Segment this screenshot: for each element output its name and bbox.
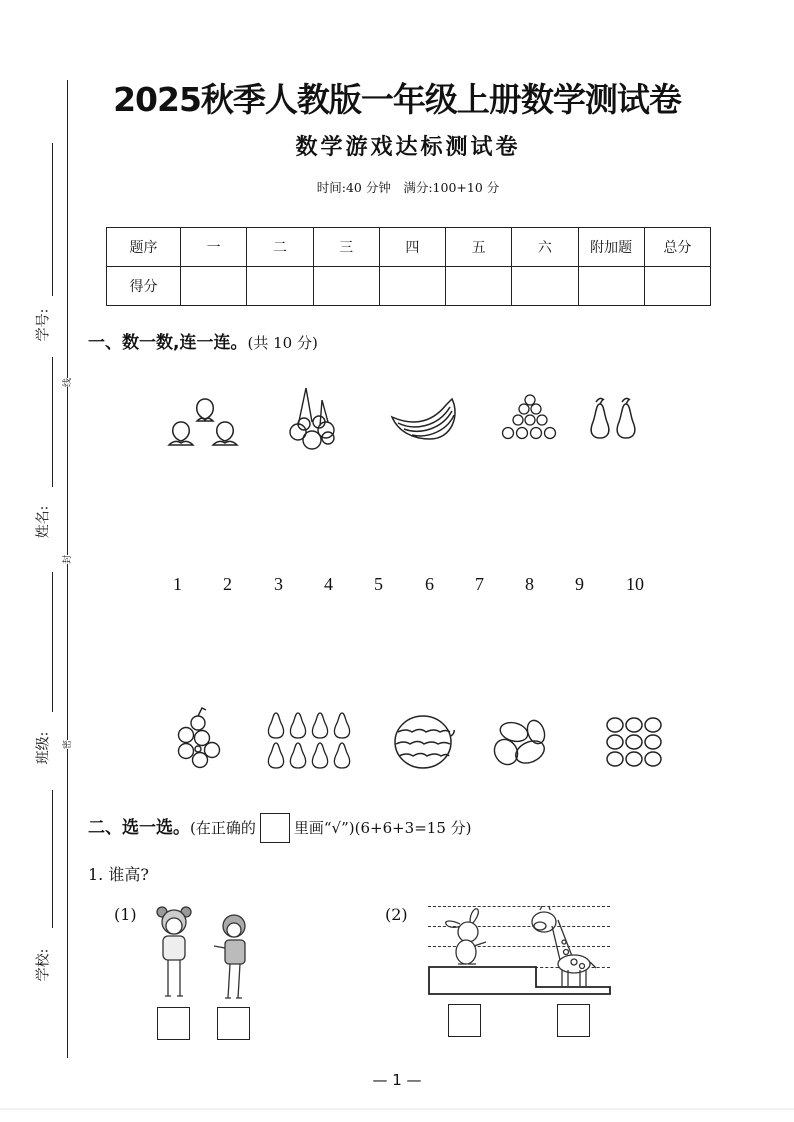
score-table bbox=[106, 227, 711, 306]
cherries-picture[interactable] bbox=[286, 386, 336, 450]
exam-meta: 时间:40 分钟 满分:100+10 分 bbox=[316, 180, 500, 195]
watermelon-picture[interactable] bbox=[393, 712, 459, 770]
q1-part2-giraffe-checkbox[interactable] bbox=[557, 1004, 590, 1037]
row-header-score: 得分 bbox=[107, 267, 181, 306]
section1-points: (共 10 分) bbox=[247, 334, 318, 352]
pears-8-picture[interactable] bbox=[265, 710, 357, 772]
seal-mark-secret: 密 bbox=[60, 740, 73, 749]
col-header: 三 bbox=[313, 228, 379, 267]
school-blank[interactable] bbox=[52, 790, 53, 928]
score-cell[interactable] bbox=[446, 267, 512, 306]
grapes-picture[interactable] bbox=[172, 706, 222, 774]
mangoes-picture[interactable] bbox=[492, 718, 548, 768]
apples-picture[interactable] bbox=[500, 394, 560, 442]
section1-title: 一、数一数,连一连。 bbox=[88, 333, 248, 353]
col-header: 一 bbox=[181, 228, 247, 267]
number-7[interactable]: 7 bbox=[475, 574, 484, 594]
oranges-picture[interactable] bbox=[606, 716, 664, 768]
example-checkbox-icon bbox=[260, 813, 290, 843]
number-8[interactable]: 8 bbox=[525, 574, 534, 594]
number-10[interactable]: 10 bbox=[626, 574, 644, 594]
q1-label: 1. 谁高? bbox=[88, 865, 149, 884]
col-header: 二 bbox=[247, 228, 313, 267]
page-number: — 1 — bbox=[372, 1071, 422, 1089]
score-cell[interactable] bbox=[181, 267, 247, 306]
col-header: 附加题 bbox=[578, 228, 644, 267]
giraffe-figure bbox=[530, 904, 600, 988]
section2-note-before: (在正确的 bbox=[190, 819, 256, 837]
bananas-picture[interactable] bbox=[390, 395, 462, 445]
score-table-score-row bbox=[107, 267, 711, 306]
class-blank[interactable] bbox=[52, 572, 53, 712]
section2-heading bbox=[88, 813, 472, 843]
col-header: 六 bbox=[512, 228, 578, 267]
pears-picture[interactable] bbox=[588, 396, 640, 440]
score-cell[interactable] bbox=[379, 267, 445, 306]
q1-part1-label: (1) bbox=[114, 905, 137, 924]
number-4[interactable]: 4 bbox=[324, 574, 333, 594]
score-cell[interactable] bbox=[313, 267, 379, 306]
student-id-blank[interactable] bbox=[52, 143, 53, 296]
boy-figure bbox=[212, 912, 252, 1004]
page-bottom-edge bbox=[0, 1108, 794, 1110]
class-label: 班级: bbox=[35, 731, 52, 765]
score-table-header-row bbox=[107, 228, 711, 267]
row-header-order: 题序 bbox=[107, 228, 181, 267]
number-5[interactable]: 5 bbox=[374, 574, 383, 594]
school-label: 学校: bbox=[35, 948, 52, 982]
name-label: 姓名: bbox=[35, 505, 52, 539]
q1-part1-girl-checkbox[interactable] bbox=[157, 1007, 190, 1040]
page-title: 2025秋季人教版一年级上册数学测试卷 bbox=[113, 80, 681, 119]
number-9[interactable]: 9 bbox=[575, 574, 584, 594]
section2-note-after: 里画“√”)(6+6+3=15 分) bbox=[293, 819, 472, 837]
q1-part2-label: (2) bbox=[385, 905, 408, 924]
score-cell[interactable] bbox=[644, 267, 710, 306]
col-header: 五 bbox=[446, 228, 512, 267]
number-3[interactable]: 3 bbox=[274, 574, 283, 594]
girl-figure bbox=[156, 904, 192, 1004]
exam-subtitle: 数学游戏达标测试卷 bbox=[295, 134, 521, 160]
number-1[interactable]: 1 bbox=[173, 574, 182, 594]
number-2[interactable]: 2 bbox=[223, 574, 232, 594]
q1-part2-rabbit-checkbox[interactable] bbox=[448, 1004, 481, 1037]
name-blank[interactable] bbox=[52, 357, 53, 487]
section1-heading bbox=[88, 328, 318, 353]
score-cell[interactable] bbox=[247, 267, 313, 306]
col-header: 四 bbox=[379, 228, 445, 267]
student-id-label: 学号: bbox=[35, 308, 52, 342]
number-6[interactable]: 6 bbox=[425, 574, 434, 594]
binding-line bbox=[67, 80, 68, 1058]
rabbit-figure bbox=[440, 906, 490, 968]
col-header: 总分 bbox=[644, 228, 710, 267]
score-cell[interactable] bbox=[512, 267, 578, 306]
section2-title: 二、选一选。 bbox=[88, 818, 190, 838]
q1-part1-boy-checkbox[interactable] bbox=[217, 1007, 250, 1040]
seal-mark-line: 线 bbox=[60, 378, 73, 387]
peaches-picture[interactable] bbox=[165, 395, 245, 450]
seal-mark-seal: 封 bbox=[60, 555, 73, 564]
score-cell[interactable] bbox=[578, 267, 644, 306]
